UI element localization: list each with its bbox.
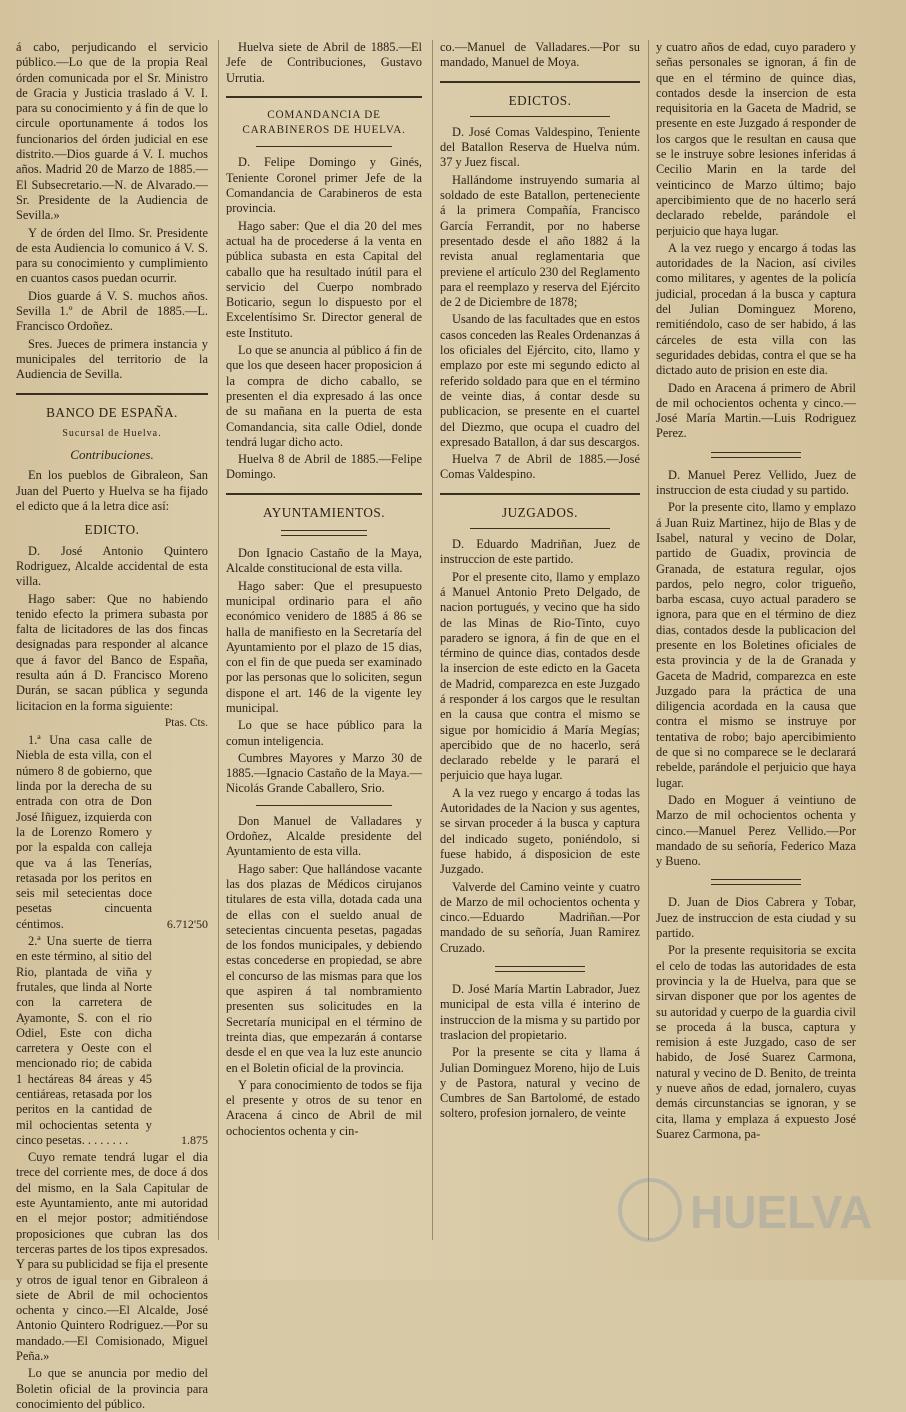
ornament-rule <box>711 452 801 458</box>
paragraph: Cuyo remate tendrá lugar el dia trece del corriente mes, de doce á dos del mismo, en la Sala Capitular de este Ayuntamiento, ante mi autoridad en el mejor postor; admitiéndose proposiciones que cubran las dos terceras partes de los tipos expresados. Y para su publicidad se fija el presente y otros de igual tenor en Gibraleon á siete de Abril de mil ochocientos ochenta y cinco.—El Alcalde, José Antonio Quintero Rodriguez.—Por su mandado.—El Comisionado, Miguel Peña.» <box>16 1150 208 1364</box>
section-rule <box>470 116 610 117</box>
paragraph: Cumbres Mayores y Marzo 30 de 1885.—Ignacio Castaño de la Maya.—Nicolás Grande Caballero, Srio. <box>226 750 422 796</box>
section-rule <box>226 96 422 98</box>
paragraph: Valverde del Camino veinte y cuatro de Marzo de mil ochocientos ochenta y cinco.—Eduardo Madriñan.—Por mandado de su señoría, Juan Ramirez Cruzado. <box>440 879 640 955</box>
section-rule <box>440 81 640 83</box>
paragraph: Por la presente requisitoria se excita el celo de todas las autoridades de esta provincia y la de Huelva, para que se sirvan disponer que por los agentes de su autoridad y cuerpo de la guardia civil se proceda á la busca, captura y remision á este Juzgado, caso de ser habido, de José Suarez Carmona, natural y vecino de D. Benito, de treinta y nueve años de edad, jornalero, cuyas demás circunstancias se ignoran, y se cita, llama y emplaza á expuesto José Suarez Carmona, pa- <box>656 943 856 1141</box>
paragraph: Usando de las facultades que en estos casos conceden las Reales Ordenanzas á los oficiales del Ejército, cito, llamo y emplazo por este mi segundo edicto al referido soldado para que en el término de veinte dias, á contar desde su publicacion, se presente en el cuartel del Diezmo, que ocupa el cuadro del expresado Batallon, á dar sus descargos. <box>440 312 640 449</box>
paragraph: Huelva 8 de Abril de 1885.—Felipe Domingo. <box>226 452 422 482</box>
paragraph: A la vez ruego y encargo á todas las Autoridades de la Nacion y sus agentes, se sirvan proceder á la busca y captura del indicado sugeto, poniéndolo, si fuese habido, á disposicion de este Juzgado. <box>440 785 640 877</box>
paragraph: D. Felipe Domingo y Ginés, Teniente Coronel primer Jefe de la Comandancia de Carabineros de esta provincia. <box>226 155 422 216</box>
section-rule <box>16 393 208 395</box>
column-divider <box>218 40 219 1240</box>
paragraph: D. Juan de Dios Cabrera y Tobar, Juez de instruccion de esta ciudad y su partido. <box>656 895 856 941</box>
paragraph: Lo que se hace público para la comun inteligencia. <box>226 718 422 748</box>
paragraph: Hago saber: Que el dia 20 del mes actual ha de procederse á la venta en pública subasta en esta Capital del caballo que ha resultado inútil para el servicio del Cuerpo nombrado Boticario, segun lo dispuesto por el Excelentísimo Sr. Director general de este Instituto. <box>226 218 422 340</box>
section-subtitle: Contribuciones. <box>70 447 154 463</box>
paragraph: A la vez ruego y encargo á todas las autoridades de la Nacion, así civiles como militares, y agentes de la policía judicial, procedan á la busca y captura del Julian Dominguez Moreno, remitiéndolo, caso de ser habido, á las cárceles de esta villa con las seguridades debidas, contra el que se ha dictado auto de prision en este dia. <box>656 240 856 378</box>
paragraph: D. José Antonio Quintero Rodriguez, Alcalde accidental de esta villa. <box>16 543 208 589</box>
property-amount: 1.875 <box>181 1132 208 1147</box>
watermark-text: HUELVA <box>690 1186 873 1238</box>
paragraph: Por la presente se cita y llama á Julian Dominguez Moreno, hijo de Luis y de Pastora, natural y vecino de Cumbres de San Bartolomé, de estado soltero, profesion jornalero, de veinte <box>440 1045 640 1121</box>
paragraph: Hallándome instruyendo sumaria al soldado de este Batallon, perteneciente á la primera Compañía, Francisco García Ferrandit, por no haberse presentado desde el año 1882 á la revista anual reglamentaria que previene el artículo 230 del Reglamento para el reemplazo y reserva del Ejército de 2 de Diciembre de 1878; <box>440 172 640 310</box>
paragraph: Sres. Jueces de primera instancia y municipales del territorio de la Audiencia de Sevilla. <box>16 336 208 382</box>
paragraph: Y para conocimiento de todos se fija el presente y otros de su tenor en Aracena á cinco de Abril de mil ochocientos ochenta y cin- <box>226 1077 422 1138</box>
ornament-rule <box>495 966 585 972</box>
section-rule <box>440 493 640 495</box>
paragraph: En los pueblos de Gibraleon, San Juan del Puerto y Huelva se ha fijado el edicto que á la letra dice así: <box>16 468 208 514</box>
paragraph: y cuatro años de edad, cuyo paradero y señas personales se ignoran, á fin de que en el término de quince dias, contados desde la insercion de esta requisitoria en la Gaceta de Madrid, se presente en este Juzgado á responder de los cargos que le resultan en causa que se le instruye sobre lesiones inferidas á Cecilio Marin en la tarde del veinticinco de Marzo último; bajo apercibimiento que de no hacerlo será declarado rebelde, parándole el perjuicio que haya lugar. <box>656 40 856 238</box>
paragraph: Lo que se anuncia al público á fin de que los que deseen hacer proposicion á la compra de dicho caballo, se presenten el dia expresado á las once de su mañana en la puerta de esta Comandancia, sita calle Odiel, donde tendrá lugar dicho acto. <box>226 343 422 449</box>
section-heading-juzgados: JUZGADOS. <box>502 504 578 520</box>
paragraph: D. José Comas Valdespino, Teniente del Batallon Reserva de Huelva núm. 37 y Juez fiscal. <box>440 124 640 170</box>
column-divider <box>432 40 433 1240</box>
paragraph: Dado en Aracena á primero de Abril de mil ochocientos ochenta y cinco.—José María Martin.—Luis Rodriguez Perez. <box>656 380 856 441</box>
section-rule <box>256 805 392 806</box>
column-3 <box>440 40 640 1240</box>
section-rule <box>470 528 610 529</box>
section-rule <box>226 493 422 495</box>
column-1 <box>16 40 208 1411</box>
property-amount: 6.712'50 <box>166 916 208 931</box>
section-heading-edictos: EDICTOS. <box>508 92 572 108</box>
paragraph: Por el presente cito, llamo y emplazo á Manuel Antonio Preto Delgado, de nacion portugués, y vecino que ha sido de las Minas de Rio-Tinto, cuyo paradero se ignora, á fin de que en el término de quince dias, contados desde la insercion de este edicto en la Gaceta de Madrid, comparezca en este Juzgado á responder á los cargos que le resultan en la causa que contra el mismo se sigue por homicidio á María Megías; apercibido que de no hacerlo, será declarado rebelde y le parará el perjuicio que haya lugar. <box>440 569 640 783</box>
property-description: 2.ª Una suerte de tierra en este término, al sitio del Rio, plantada de viña y frutales, que linda al Norte con la carretera de Ayamonte, S. con el rio Odiel, Este con dicha carretera y Oeste con el mencionado rio; de cabida 1 hectáreas 84 áreas y 45 centiáreas, retasada por los peritos en la cantidad de mil ochocientas setenta y cinco pesetas. . . . . . . . <box>16 934 152 1147</box>
price-header: Ptas. Cts. <box>164 716 208 729</box>
section-heading-carabineros: COMANDANCIA DE CARABINEROS DE HUELVA. <box>242 108 406 137</box>
ornament-rule <box>711 879 801 885</box>
paragraph: Lo que se anuncia por medio del Boletin oficial de la provincia para conocimiento del público. <box>16 1366 208 1411</box>
column-2 <box>226 40 422 1240</box>
paragraph: co.—Manuel de Valladares.—Por su mandado, Manuel de Moya. <box>440 40 640 70</box>
paragraph: Hago saber: Que hallándose vacante las dos plazas de Médicos cirujanos titulares de esta villa, dotada cada una de ellas con el sueldo anual de setecientas cincuenta pesetas, pagadas de los fondos municipales, y debiendo estas concederse en propiedad, se abre el concurso de las mismas para que los que aspiren á tal nombramiento presenten sus solicitudes en la Secretaría municipal en el término de treinta dias, que empezarán á contarse desde el en que vea la luz este anuncio en el Boletin oficial de la provincia. <box>226 861 422 1075</box>
section-rule <box>256 146 392 147</box>
paragraph: Huelva 7 de Abril de 1885.—José Comas Valdespino. <box>440 452 640 482</box>
paragraph: Y de órden del Ilmo. Sr. Presidente de esta Audiencia lo comunico á V. S. para su conocimiento y cumplimiento en cuantos casos puedan ocurrir. <box>16 225 208 286</box>
paragraph: á cabo, perjudicando el servicio público.—Lo que de la propia Real órden comunicada por el Sr. Ministro de Gracia y Justicia traslado á V. I. para su conocimiento y á fin de que lo circule oportunamente á todos los funcionarios del órden judicial en ese distrito.—Dios guarde á V. I. muchos años. Madrid 20 de Marzo de 1885.—El Subsecretario.—N. de Alvarado.—Sr. Presidente de la Audiencia de Sevilla.» <box>16 40 208 223</box>
section-heading-banco: BANCO DE ESPAÑA. <box>46 404 178 420</box>
paragraph: D. Eduardo Madriñan, Juez de instruccion de este partido. <box>440 537 640 567</box>
paragraph: Huelva siete de Abril de 1885.—El Jefe de Contribuciones, Gustavo Urrutia. <box>226 40 422 85</box>
property-item <box>16 733 208 932</box>
edicto-heading: EDICTO. <box>84 522 140 538</box>
paragraph: D. José María Martin Labrador, Juez municipal de esta villa é interino de instruccion de la misma y su partido por traslacion del propietario. <box>440 982 640 1042</box>
paragraph: Hago saber: Que no habiendo tenido efecto la primera subasta por falta de licitadores de las dos fincas designadas para responder al alcance que á favor del Banco de España, resulta aún á D. Francisco Moreno Durán, se sacan pública y segunda licitacion en la forma siguiente: <box>16 591 208 713</box>
paragraph: Dado en Moguer á veintiuno de Marzo de mil ochocientos ochenta y cinco.—Manuel Perez Vellido.—Por mandado de su señoría, Federico Maza y Bueno. <box>656 792 856 869</box>
property-item <box>16 934 208 1148</box>
property-description: 1.ª Una casa calle de Niebla de esta villa, con el número 8 de gobierno, que linda por la derecha de su entrada con otra de Don José Iñiguez, izquierda con la de Lorenzo Romero y por la espalda con calleja que va á las Tenerías, retasada por los peritos en seis mil setecientas doce pesetas cincuenta céntimos. <box>16 733 152 931</box>
paragraph: Don Manuel de Valladares y Ordoñez, Alcalde presidente del Ayuntamiento de esta villa. <box>226 813 422 859</box>
paragraph: D. Manuel Perez Vellido, Juez de instruccion de esta ciudad y su partido. <box>656 467 856 498</box>
paragraph: Hago saber: Que el presupuesto municipal ordinario para el año económico venidero de 1885 á 86 se halla de manifiesto en la Secretaría del Ayuntamiento por el plazo de 15 dias, con el fin de que pueda ser examinado por las personas que lo soliciten, segun dispone el art. 146 de la vigente ley municipal. <box>226 578 422 715</box>
paragraph: Por la presente cito, llamo y emplazo á Juan Ruiz Martinez, hijo de Blas y de Isabel, natural y vecino de Dolar, partido de Guadix, provincia de Granada, de estatura regular, ojos pardos, pelo negro, color trigueño, barba escasa, cuyo actual paradero se ignora, para que en el término de diez dias, contados desde la publicacion del presente en los Boletines oficiales de esta provincia y de la de Granada y Gaceta de Madrid, comparezca en este Juzgado para la práctica de una diligencia acordada en la causa que contra el mismo se instruye por tentativa de robo; bajo apercibimiento de que si no comparece se le declarará rebelde, parándole el perjuicio que haya lugar. <box>656 500 856 790</box>
paragraph: Don Ignacio Castaño de la Maya, Alcalde constitucional de esta villa. <box>226 546 422 576</box>
paragraph: Dios guarde á V. S. muchos años. Sevilla 1.º de Abril de 1885.—L. Francisco Ordoñez. <box>16 288 208 334</box>
column-divider <box>648 40 649 1240</box>
section-subheading: Sucursal de Huelva. <box>62 427 162 439</box>
column-4 <box>656 40 856 1240</box>
section-heading-ayuntamientos: AYUNTAMIENTOS. <box>262 504 386 520</box>
ornament-rule <box>281 530 367 536</box>
